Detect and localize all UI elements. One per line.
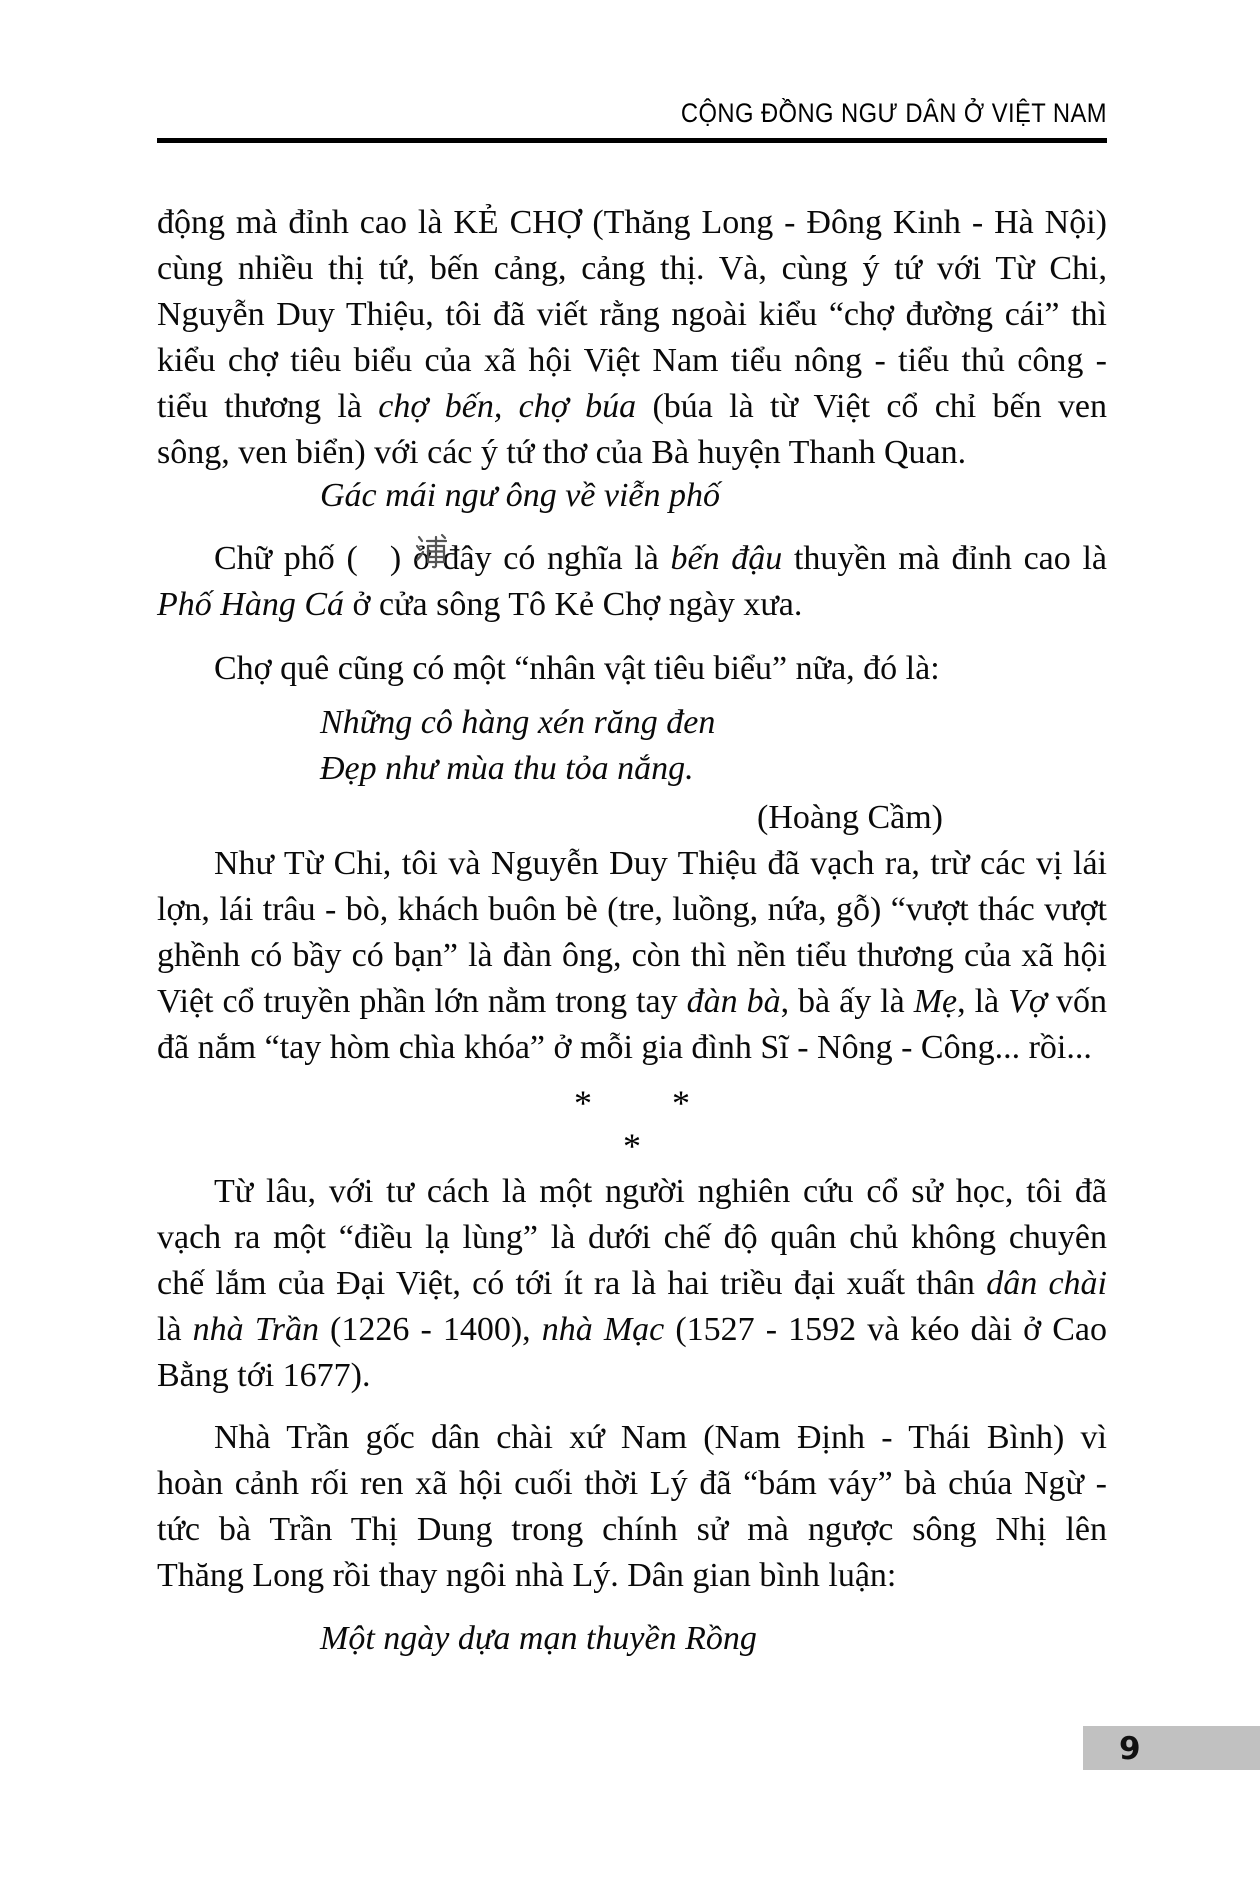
text-line: cùng nhiều thị tứ, bến cảng, cảng thị. Và, cùng ý tứ với Từ Chi, — [157, 250, 1107, 287]
asterisk: * — [672, 1083, 690, 1123]
paragraph-4 — [157, 841, 1107, 1071]
verse-couplet — [320, 700, 1107, 792]
text-line: Từ lâu, với tư cách là một người nghiên cứu cổ sử học, tôi đã — [214, 1173, 1107, 1210]
text-line: Thăng Long rồi thay ngôi nhà Lý. Dân gian bình luận: — [157, 1557, 897, 1594]
paragraph-2 — [157, 536, 1107, 628]
paragraph-1 — [157, 200, 1107, 476]
text-line: Bằng tới 1677). — [157, 1357, 371, 1394]
text-line: Việt cổ truyền phần lớn nằm trong tay đàn bà, bà ấy là Mẹ, là Vợ vốn — [157, 983, 1108, 1020]
text-line: kiểu chợ tiêu biểu của xã hội Việt Nam tiểu nông - tiểu thủ công - — [157, 342, 1107, 379]
verse-attribution: (Hoàng Cầm) — [757, 799, 944, 836]
running-header: CỘNG ĐỒNG NGƯ DÂN Ở VIỆT NAM — [680, 98, 1107, 128]
section-separator — [157, 1080, 1107, 1126]
paragraph-5 — [157, 1169, 1107, 1399]
text-line: tức bà Trần Thị Dung trong chính sử mà ngược sông Nhị lên — [157, 1511, 1107, 1548]
verse-line: Những cô hàng xén răng đen — [320, 704, 716, 741]
text-line: Nguyễn Duy Thiệu, tôi đã viết rằng ngoài kiểu “chợ đường cái” thì — [157, 296, 1107, 333]
text-line: chế lắm của Đại Việt, có tới ít ra là hai triều đại xuất thân dân chài — [157, 1265, 1107, 1302]
page-number-badge — [1083, 1726, 1260, 1770]
text-line: lợn, lái trâu - bò, khách buôn bè (tre, luồng, nứa, gỗ) “vượt thác vượt — [157, 891, 1107, 928]
text-line: vạch ra một “điều lạ lùng” là dưới chế độ quân chủ không chuyên — [157, 1219, 1107, 1256]
text-line: hoàn cảnh rối ren xã hội cuối thời Lý đã “bám váy” bà chúa Ngừ - — [157, 1465, 1107, 1502]
text-line: tiểu thương là chợ bến, chợ búa (búa là từ Việt cổ chỉ bến ven — [157, 388, 1108, 425]
chinese-pho-glyph — [358, 533, 390, 570]
text-line: là nhà Trần (1226 - 1400), nhà Mạc (1527 - 1592 và kéo dài ở Cao — [157, 1311, 1107, 1348]
text-line: sông, ven biển) với các ý tứ thơ của Bà huyện Thanh Quan. — [157, 434, 967, 471]
text-line: động mà đỉnh cao là KẺ CHỢ (Thăng Long - Đông Kinh - Hà Nội) — [157, 204, 1107, 241]
asterisk: * — [623, 1126, 641, 1166]
header-rule — [157, 138, 1107, 143]
page-number: 9 — [1119, 1731, 1141, 1767]
paragraph-3 — [157, 646, 1107, 692]
text-line: Chữ phố ( ) ở đây có nghĩa là bến đậu thuyền mà đỉnh cao là — [157, 536, 1107, 582]
text-line: Chợ quê cũng có một “nhân vật tiêu biểu” nữa, đó là: — [214, 650, 940, 687]
text-line: Như Từ Chi, tôi và Nguyễn Duy Thiệu đã vạch ra, trừ các vị lái — [214, 845, 1107, 882]
section-separator — [157, 1123, 1107, 1169]
verse-line: Một ngày dựa mạn thuyền Rồng — [320, 1620, 757, 1657]
asterisk: * — [574, 1083, 592, 1123]
text-line: Nhà Trần gốc dân chài xứ Nam (Nam Định - Thái Bình) vì — [214, 1419, 1107, 1456]
text-line: Phố Hàng Cá ở cửa sông Tô Kẻ Chợ ngày xưa. — [157, 586, 803, 623]
text-line: ghềnh có bầy có bạn” là đàn ông, còn thì nền tiểu thương của xã hội — [157, 937, 1107, 974]
verse-line: Đẹp như mùa thu tỏa nắng. — [320, 750, 694, 787]
paragraph-6 — [157, 1415, 1107, 1599]
verse-line: Gác mái ngư ông về viễn phố — [320, 477, 720, 514]
text-line: đã nắm “tay hòm chìa khóa” ở mỗi gia đình Sĩ - Nông - Công... rồi... — [157, 1029, 1092, 1066]
